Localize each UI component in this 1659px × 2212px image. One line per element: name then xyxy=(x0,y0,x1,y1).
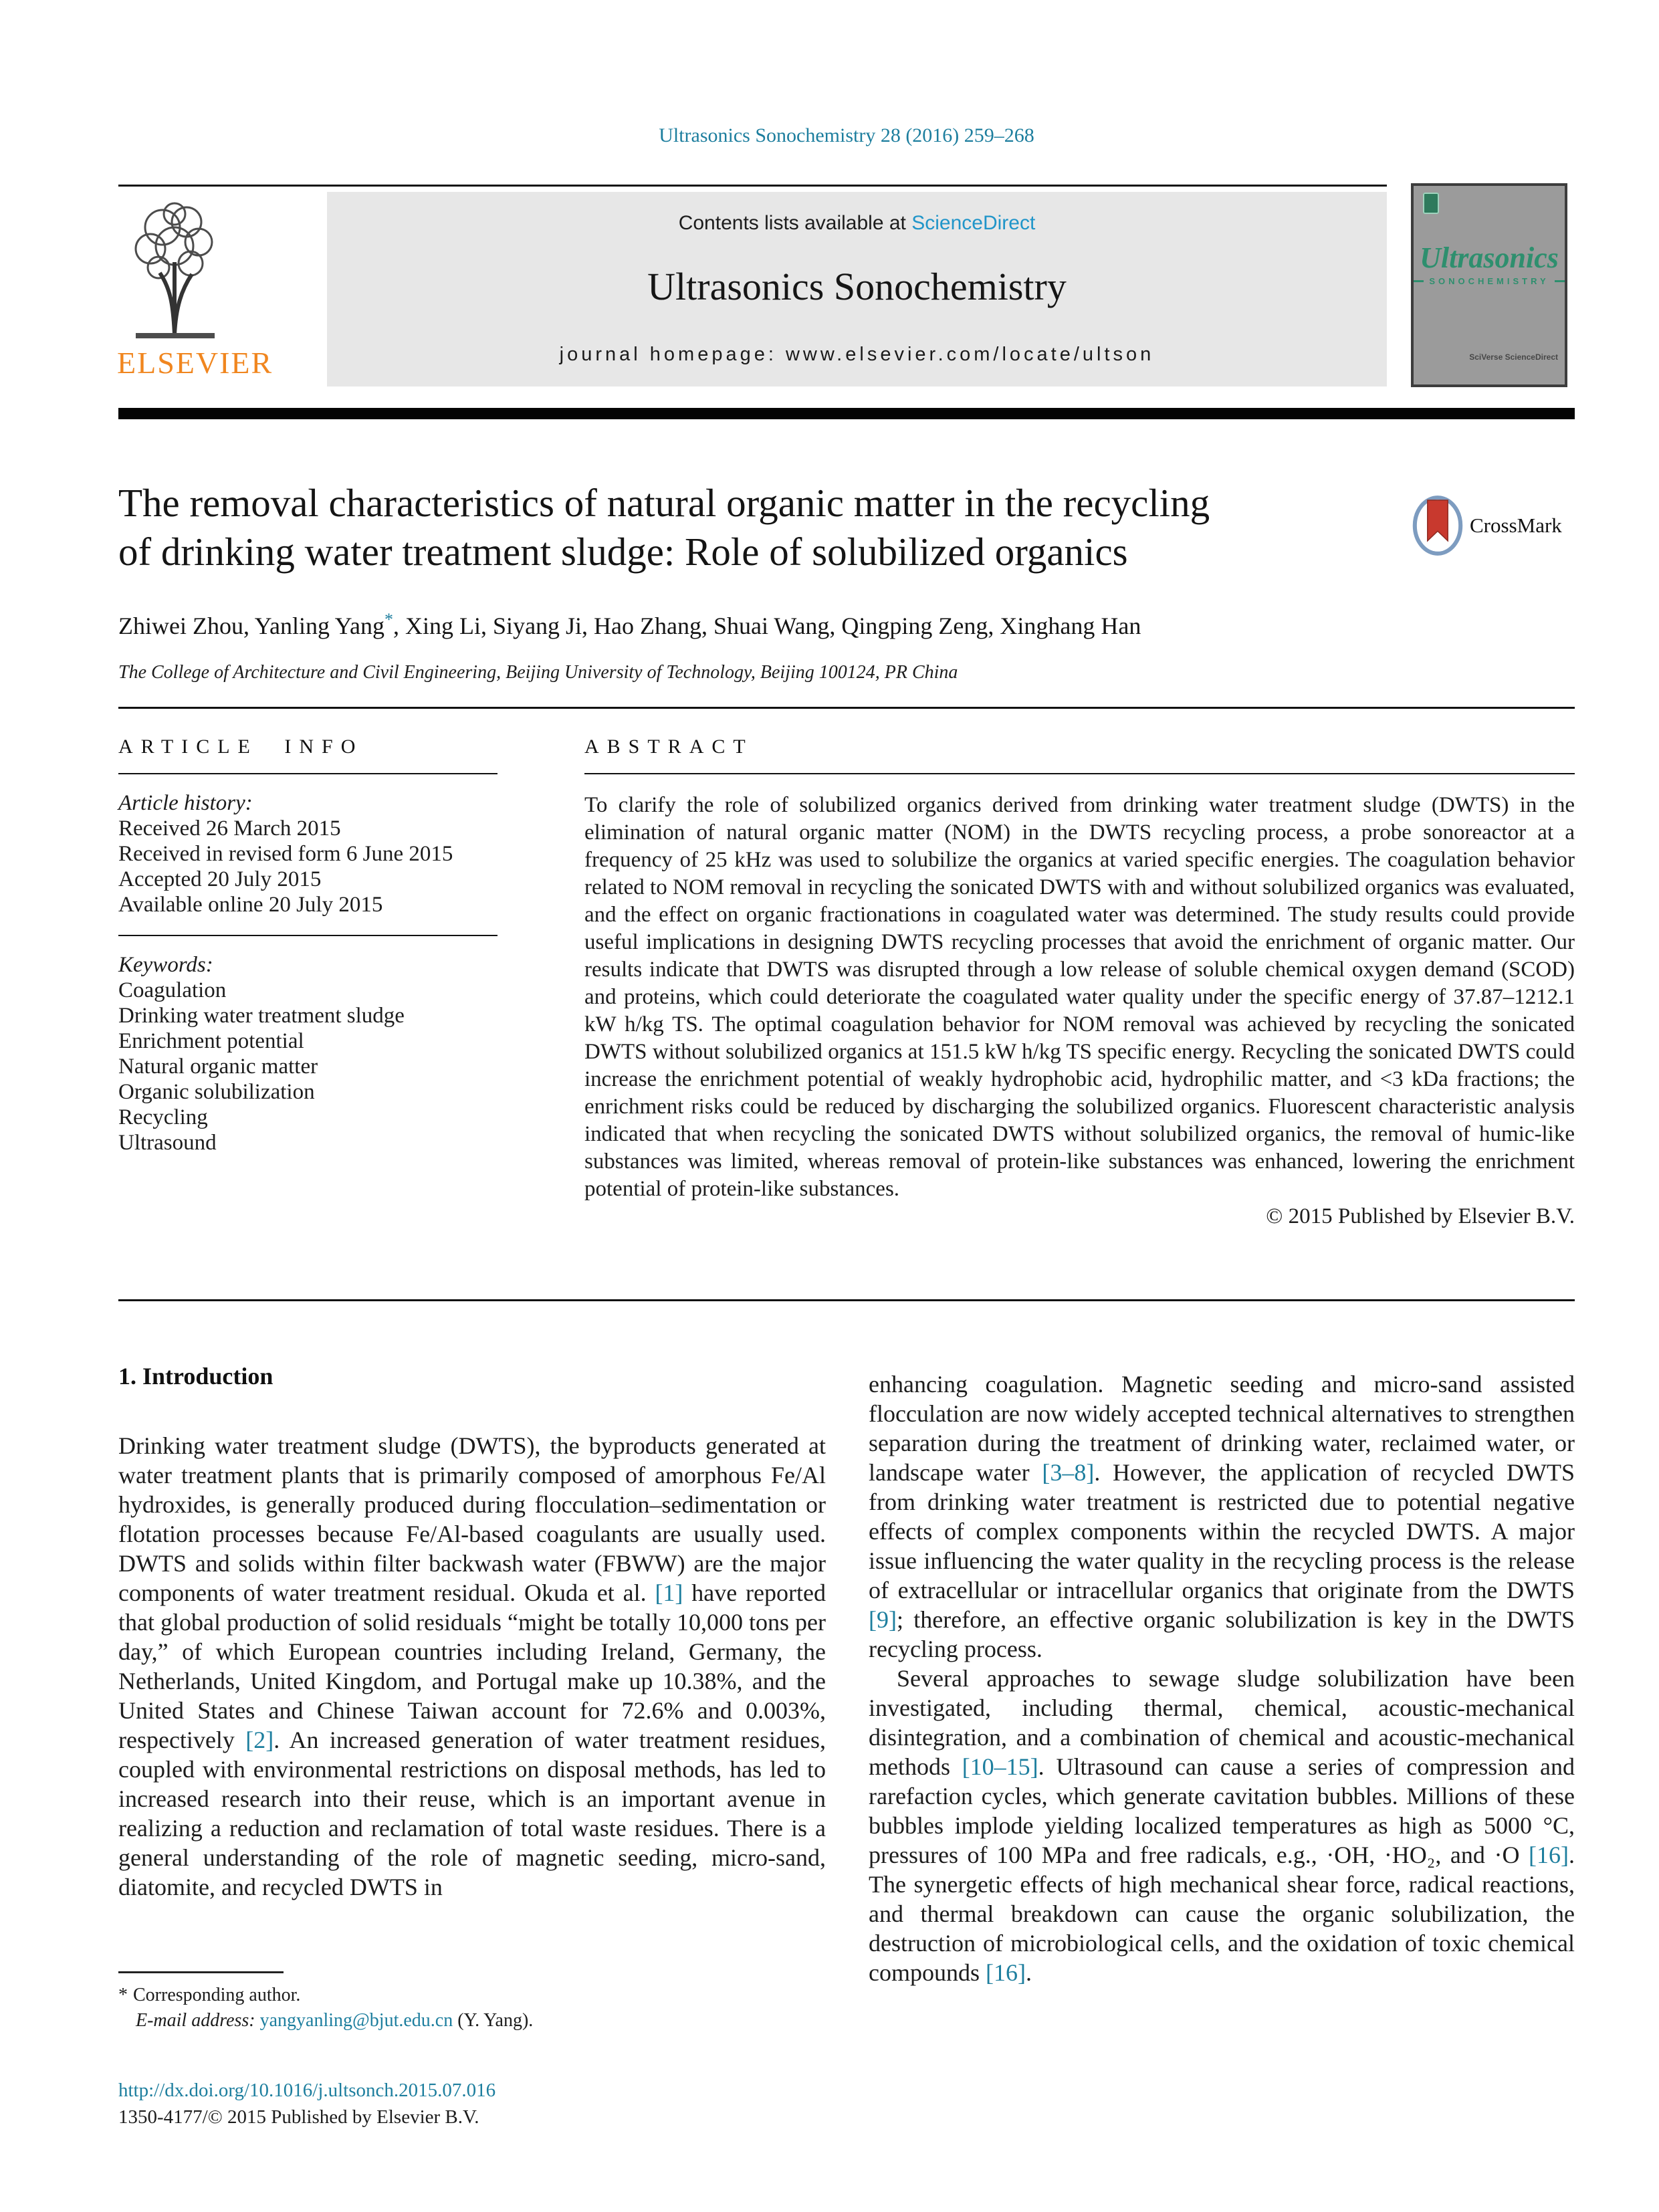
citation-ref[interactable]: [16] xyxy=(1529,1842,1569,1868)
intro-paragraph-2 xyxy=(869,1664,1575,1987)
abstract-heading-rule xyxy=(584,773,1575,774)
citation-ref[interactable]: [9] xyxy=(869,1606,897,1633)
corresponding-author-note: Corresponding author. xyxy=(133,1985,301,2005)
cover-dash-right xyxy=(1555,280,1565,282)
author-list xyxy=(118,610,1523,640)
body-text: ; therefore, an effective organic solubilization is key in the DWTS recycling process. xyxy=(869,1606,1575,1662)
keyword-item: Coagulation xyxy=(118,978,227,1002)
article-info-column xyxy=(118,736,497,1155)
doi-block xyxy=(118,2077,921,2130)
sciencedirect-link[interactable]: ScienceDirect xyxy=(911,212,1036,234)
journal-cover-thumbnail[interactable] xyxy=(1411,183,1567,387)
article-title-line1: The removal characteristics of natural organic matter in the recycling xyxy=(118,481,1210,525)
keyword-item: Organic solubilization xyxy=(118,1080,315,1104)
footnote-block xyxy=(118,1971,826,2033)
citation-ref[interactable]: [10–15] xyxy=(962,1753,1038,1780)
abstract-heading: ABSTRACT xyxy=(584,736,754,758)
citation-ref[interactable]: [2] xyxy=(245,1727,274,1753)
crossmark-icon xyxy=(1412,495,1463,556)
issn-copyright-line: 1350-4177/© 2015 Published by Elsevier B.V. xyxy=(118,2106,479,2128)
contents-line xyxy=(327,212,1387,235)
email-suffix: (Y. Yang). xyxy=(453,2010,534,2031)
email-label: E-mail address: xyxy=(136,2010,255,2031)
body-text: . xyxy=(1025,1959,1032,1986)
abstract-column xyxy=(584,736,1575,1229)
history-label: Article history: xyxy=(118,791,253,815)
article-info-heading-rule xyxy=(118,773,497,774)
keyword-item: Ultrasound xyxy=(118,1131,217,1155)
journal-homepage-link[interactable]: journal homepage: www.elsevier.com/locate/ultson xyxy=(559,344,1155,365)
header-divider-bar xyxy=(118,408,1575,419)
intro-right-column xyxy=(869,1369,1575,1987)
intro-paragraph-1-continued xyxy=(869,1369,1575,1664)
journal-citation: Ultrasonics Sonochemistry 28 (2016) 259–268 xyxy=(659,124,1034,146)
body-text: . However, the application of recycled DWTS from drinking water treatment is restricted due to potential negative effects of complex components within the recycled DWTS. A major issue influencing the water quality in the recycling process is the release of extracellular or intracellular organics that originate from the DWTS xyxy=(869,1459,1575,1603)
cover-mini-logo-icon xyxy=(1423,193,1439,214)
cover-footer: SciVerse ScienceDirect xyxy=(1469,352,1558,362)
body-text: . An increased generation of water treatment residues, coupled with environmental restrictions on disposal methods, has led to increased research into their reuse, which is an important avenue in realizing a reduction and reclamation of total waste residues. There is a general understanding of the role of magnetic seeding, micro-sand, diatomite, and recycled DWTS in xyxy=(118,1727,826,1900)
cover-title: Ultrasonics xyxy=(1420,241,1559,274)
authors-part2: , Xing Li, Siyang Ji, Hao Zhang, Shuai Wang, Qingping Zeng, Xinghang Han xyxy=(393,613,1141,639)
article-title xyxy=(118,479,1409,576)
authors-part1: Zhiwei Zhou, Yanling Yang xyxy=(118,613,385,639)
crossmark-label: CrossMark xyxy=(1470,514,1562,537)
section-heading-introduction: 1. Introduction xyxy=(118,1363,273,1390)
keywords-label: Keywords: xyxy=(118,953,213,977)
body-text: Drinking water treatment sludge (DWTS), the byproducts generated at water treatment plants that is primarily composed of amorphous Fe/Al hydroxides, is generally produced during flocculation–sedimentation or flotation processes because Fe/Al-based coagulants are usually used. DWTS and solids within filter backwash water (FBWW) are the major components of water treatment residual. Okuda et al. xyxy=(118,1432,826,1606)
elsevier-tree-icon xyxy=(124,198,225,341)
contents-prefix: Contents lists available at xyxy=(678,212,912,234)
citation-ref[interactable]: [16] xyxy=(986,1959,1026,1986)
abstract-copyright: © 2015 Published by Elsevier B.V. xyxy=(1266,1204,1575,1228)
article-info-heading: ARTICLE INFO xyxy=(118,736,364,758)
info-section-top-rule xyxy=(118,707,1575,709)
elsevier-logo[interactable] xyxy=(117,198,318,380)
history-item: Available online 20 July 2015 xyxy=(118,893,383,917)
history-item: Received 26 March 2015 xyxy=(118,816,341,841)
cover-dash-left xyxy=(1414,280,1424,282)
elsevier-wordmark: ELSEVIER xyxy=(117,346,273,380)
keywords-divider-rule xyxy=(118,935,497,936)
crossmark-badge[interactable] xyxy=(1412,495,1562,556)
history-item: Received in revised form 6 June 2015 xyxy=(118,842,453,866)
doi-link[interactable]: http://dx.doi.org/10.1016/j.ultsonch.2015.07.016 xyxy=(118,2080,496,2101)
body-text: . The synergetic effects of high mechanical shear force, radical reactions, and thermal breakdown can cause the organic solubilization, the destruction of microbiological cells, and the oxidation of toxic chemical compounds xyxy=(869,1842,1575,1986)
citation-ref[interactable]: [1] xyxy=(655,1579,683,1606)
cover-subtitle-text: SONOCHEMISTRY xyxy=(1429,276,1549,286)
keyword-item: Enrichment potential xyxy=(118,1029,304,1053)
corresponding-author-mark[interactable]: * xyxy=(384,610,394,629)
journal-title: Ultrasonics Sonochemistry xyxy=(647,265,1067,308)
footnote-star: * xyxy=(118,1985,128,2005)
body-text: . Ultrasound can cause a series of compression and rarefaction cycles, which generate cavitation bubbles. Millions of these bubbles implode yielding localized temperatures as high as 5000 °C, pressures of 100 MPa and free radicals, e.g., ·OH, ·HO₂, and ·O xyxy=(869,1753,1575,1868)
affiliation: The College of Architecture and Civil Engineering, Beijing University of Technology, Beijing 100124, PR China xyxy=(118,662,958,683)
intro-paragraph-1 xyxy=(118,1431,826,1902)
body-text: Several approaches to sewage sludge solubilization have been investigated, including thermal, chemical, acoustic-mechanical disintegration, and a combination of chemical and acoustic-mechanical methods xyxy=(869,1665,1575,1780)
journal-header-box xyxy=(327,192,1387,386)
body-text: enhancing coagulation. Magnetic seeding and micro-sand assisted flocculation are now widely accepted technical alternatives to strengthen separation during the treatment of drinking water, reclaimed water, or landscape water xyxy=(869,1371,1575,1486)
footnote-rule xyxy=(118,1971,284,1973)
keyword-item: Recycling xyxy=(118,1105,208,1129)
abstract-text: To clarify the role of solubilized organics derived from drinking water treatment sludge (DWTS) in the elimination of natural organic matter (NOM) in the DWTS recycling process, a probe sonoreactor at a frequency of 25 kHz was used to solubilize the organics at varied specific energies. The coagulation behavior related to NOM removal in recycling the sonicated DWTS with and without solubilized organics was evaluated, and the effect on organic fractionations in coagulated water was determined. The study results could provide useful implications in designing DWTS recycling processes that avoid the enrichment of organic matter. Our results indicate that DWTS was disrupted through a low release of soluble chemical oxygen demand (SCOD) and proteins, which could deteriorate the coagulated water quality under the specific energy of 37.87–1212.1 kW h/kg TS. The optimal coagulation behavior for NOM removal was achieved by recycling the sonicated DWTS without solubilized organics at 151.5 kW h/kg TS specific energy. Recycling the sonicated DWTS could increase the enrichment potential of weakly hydrophobic acid, hydrophilic matter, and <3 kDa fractions; the enrichment risks could be reduced by discharging the solubilized organics. Fluorescent characteristic analysis indicated that when recycling the sonicated DWTS without solubilized organics, the removal of humic-like substances was limited, whereas removal of protein-like substances was enhanced, lowering the enrichment potential of protein-like substances. xyxy=(584,793,1575,1201)
history-item: Accepted 20 July 2015 xyxy=(118,867,322,891)
body-divider-rule xyxy=(118,1299,1575,1301)
keyword-item: Drinking water treatment sludge xyxy=(118,1004,405,1028)
cover-subtitle xyxy=(1414,276,1565,286)
body-text: have reported that global production of solid residuals “might be totally 10,000 tons per day,” of which European countries including Ireland, Germany, the Netherlands, United Kingdom, and Portugal make up 10.38%, and the United States and Chinese Taiwan account for 72.6% and 0.003%, respectively xyxy=(118,1579,826,1753)
top-rule xyxy=(118,185,1387,187)
intro-left-column xyxy=(118,1431,826,1902)
email-link[interactable]: yangyanling@bjut.edu.cn xyxy=(259,2010,453,2031)
keyword-item: Natural organic matter xyxy=(118,1055,318,1079)
citation-ref[interactable]: [3–8] xyxy=(1042,1459,1095,1486)
article-title-line2: of drinking water treatment sludge: Role of solubilized organics xyxy=(118,530,1128,574)
